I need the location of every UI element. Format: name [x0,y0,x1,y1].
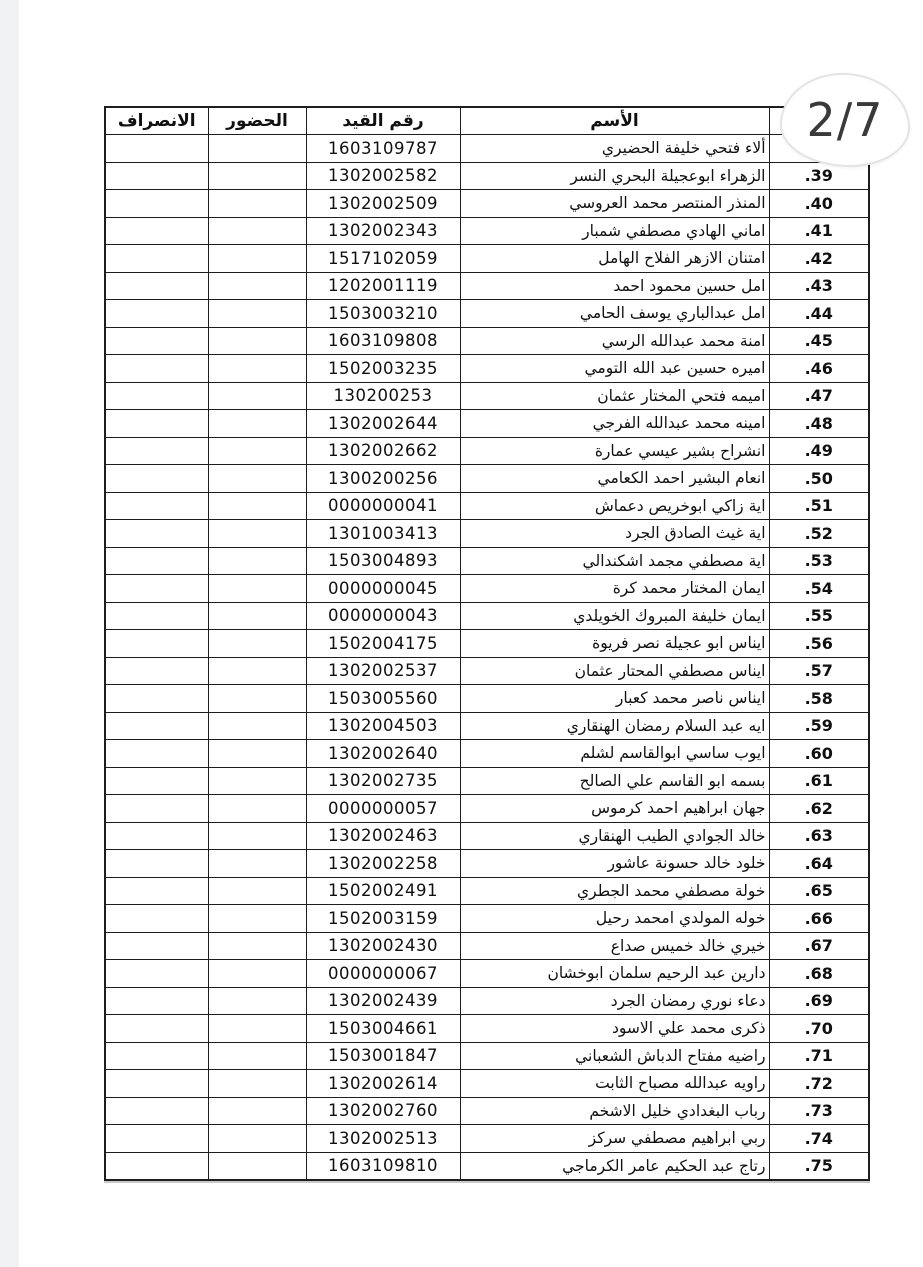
reg-no-cell: 0000000043 [306,602,460,630]
departure-cell [105,437,208,465]
departure-cell [105,272,208,300]
attendance-cell [208,932,306,960]
attendance-cell [208,1152,306,1180]
name-cell: اية غيث الصادق الجرد [460,520,769,548]
reg-no-cell: 1302002343 [306,217,460,245]
attendance-cell [208,960,306,988]
attendance-cell [208,520,306,548]
row-number-cell: 39. [769,162,869,190]
attendance-cell [208,355,306,383]
attendance-cell [208,190,306,218]
name-cell: دارين عبد الرحيم سلمان ابوخشان [460,960,769,988]
attendance-cell [208,465,306,493]
table-row [105,382,869,410]
row-number-cell: 74. [769,1125,869,1153]
attendance-cell [208,795,306,823]
name-cell: ربي ابراهيم مصطفي سركز [460,1125,769,1153]
name-cell: امينه محمد عبدالله الفرجي [460,410,769,438]
row-number-cell: 44. [769,300,869,328]
table-row [105,767,869,795]
reg-no-cell: 1302002662 [306,437,460,465]
row-number-cell: 73. [769,1097,869,1125]
column-header-name: الأسم [460,107,769,135]
attendance-cell [208,327,306,355]
departure-cell [105,1125,208,1153]
table-row [105,795,869,823]
name-cell: راضيه مفتاح الدباش الشعباني [460,1042,769,1070]
row-number-cell: 50. [769,465,869,493]
departure-cell [105,575,208,603]
table-row [105,850,869,878]
table-row [105,602,869,630]
name-cell: خيري خالد خميس صداع [460,932,769,960]
row-number-cell: 66. [769,905,869,933]
reg-no-cell: 1503004893 [306,547,460,575]
attendance-table-container [104,106,868,1181]
name-cell: خالد الجوادي الطيب الهنقاري [460,822,769,850]
reg-no-cell: 1603109808 [306,327,460,355]
attendance-cell [208,905,306,933]
reg-no-cell: 1302002735 [306,767,460,795]
reg-no-cell: 130200253 [306,382,460,410]
reg-no-cell: 1503005560 [306,685,460,713]
attendance-cell [208,272,306,300]
departure-cell [105,465,208,493]
departure-cell [105,410,208,438]
table-row [105,217,869,245]
reg-no-cell: 1202001119 [306,272,460,300]
attendance-cell [208,630,306,658]
table-row [105,272,869,300]
table-row [105,1070,869,1098]
reg-no-cell: 1300200256 [306,465,460,493]
row-number-cell: 55. [769,602,869,630]
scan-edge-strip [0,0,19,1267]
reg-no-cell: 1302002614 [306,1070,460,1098]
table-row [105,877,869,905]
name-cell: امنة محمد عبدالله الرسي [460,327,769,355]
table-row [105,960,869,988]
departure-cell [105,1152,208,1180]
table-header-row [105,107,869,135]
attendance-cell [208,162,306,190]
attendance-cell [208,685,306,713]
name-cell: رتاج عبد الحكيم عامر الكرماجي [460,1152,769,1180]
name-cell: ايناس ابو عجيلة نصر فريوة [460,630,769,658]
attendance-cell [208,492,306,520]
row-number-cell: 65. [769,877,869,905]
row-number-cell: 47. [769,382,869,410]
departure-cell [105,1042,208,1070]
row-number-cell: 60. [769,740,869,768]
reg-no-cell: 1503003210 [306,300,460,328]
row-number-cell: 54. [769,575,869,603]
table-row [105,685,869,713]
table-row [105,905,869,933]
attendance-cell [208,410,306,438]
reg-no-cell: 1302002513 [306,1125,460,1153]
row-number-cell: 72. [769,1070,869,1098]
departure-cell [105,245,208,273]
row-number-cell: 51. [769,492,869,520]
table-row [105,657,869,685]
departure-cell [105,382,208,410]
row-number-cell: 62. [769,795,869,823]
name-cell: انعام البشير احمد الكعامي [460,465,769,493]
name-cell: دعاء نوري رمضان الجرد [460,987,769,1015]
name-cell: ايمان المختار محمد كرة [460,575,769,603]
departure-cell [105,630,208,658]
name-cell: ايوب ساسي ابوالقاسم لشلم [460,740,769,768]
row-number-cell: 41. [769,217,869,245]
table-row [105,355,869,383]
reg-no-cell: 1603109810 [306,1152,460,1180]
table-row [105,190,869,218]
name-cell: جهان ابراهيم احمد كرموس [460,795,769,823]
name-cell: ايمان خليفة المبروك الخويلدي [460,602,769,630]
name-cell: المنذر المنتصر محمد العروسي [460,190,769,218]
attendance-cell [208,987,306,1015]
table-row [105,575,869,603]
page-number-label: 2/7 [806,93,884,147]
row-number-cell: 40. [769,190,869,218]
attendance-cell [208,767,306,795]
departure-cell [105,822,208,850]
attendance-cell [208,382,306,410]
departure-cell [105,190,208,218]
reg-no-cell: 1603109787 [306,135,460,163]
table-row [105,932,869,960]
departure-cell [105,960,208,988]
attendance-cell [208,822,306,850]
table-row [105,630,869,658]
attendance-cell [208,547,306,575]
departure-cell [105,162,208,190]
row-number-cell: 71. [769,1042,869,1070]
table-row [105,712,869,740]
reg-no-cell: 1302002430 [306,932,460,960]
table-row [105,1015,869,1043]
name-cell: امتنان الازهر الفلاح الهامل [460,245,769,273]
reg-no-cell: 1517102059 [306,245,460,273]
departure-cell [105,657,208,685]
table-row [105,135,869,163]
name-cell: بسمه ابو القاسم علي الصالح [460,767,769,795]
name-cell: امل عبدالباري يوسف الحامي [460,300,769,328]
row-number-cell: 48. [769,410,869,438]
table-row [105,740,869,768]
table-row [105,1152,869,1180]
departure-cell [105,740,208,768]
row-number-cell: 46. [769,355,869,383]
column-header-departure: الانصراف [105,107,208,135]
table-row [105,547,869,575]
name-cell: ايناس ناصر محمد كعبار [460,685,769,713]
reg-no-cell: 0000000045 [306,575,460,603]
row-number-cell: 70. [769,1015,869,1043]
row-number-cell: 53. [769,547,869,575]
reg-no-cell: 1302002439 [306,987,460,1015]
row-number-cell: 49. [769,437,869,465]
reg-no-cell: 1302002463 [306,822,460,850]
row-number-cell: 63. [769,822,869,850]
row-number-cell: 59. [769,712,869,740]
row-number-cell: 64. [769,850,869,878]
reg-no-cell: 1503004661 [306,1015,460,1043]
departure-cell [105,987,208,1015]
departure-cell [105,1097,208,1125]
reg-no-cell: 1502003235 [306,355,460,383]
name-cell: اية زاكي ابوخريص دعماش [460,492,769,520]
reg-no-cell: 1302002640 [306,740,460,768]
departure-cell [105,685,208,713]
departure-cell [105,492,208,520]
table-row [105,327,869,355]
departure-cell [105,547,208,575]
name-cell: اميمه فتحي المختار عثمان [460,382,769,410]
departure-cell [105,795,208,823]
row-number-cell: 68. [769,960,869,988]
table-row [105,1097,869,1125]
page-number-badge [780,73,910,167]
departure-cell [105,877,208,905]
name-cell: راويه عبدالله مصباح الثابت [460,1070,769,1098]
table-row [105,465,869,493]
table-row [105,492,869,520]
name-cell: ذكرى محمد علي الاسود [460,1015,769,1043]
attendance-cell [208,657,306,685]
attendance-cell [208,575,306,603]
reg-no-cell: 1302002582 [306,162,460,190]
name-cell: اماني الهادي مصطفي شمبار [460,217,769,245]
attendance-cell [208,877,306,905]
row-number-cell: 57. [769,657,869,685]
name-cell: خوله المولدي امحمد رحيل [460,905,769,933]
row-number-cell: 43. [769,272,869,300]
departure-cell [105,850,208,878]
departure-cell [105,520,208,548]
attendance-cell [208,740,306,768]
name-cell: خولة مصطفي محمد الجطري [460,877,769,905]
reg-no-cell: 1302002644 [306,410,460,438]
reg-no-cell: 1502004175 [306,630,460,658]
departure-cell [105,355,208,383]
departure-cell [105,217,208,245]
reg-no-cell: 1503001847 [306,1042,460,1070]
reg-no-cell: 1302002760 [306,1097,460,1125]
reg-no-cell: 1302002537 [306,657,460,685]
attendance-cell [208,217,306,245]
column-header-attendance: الحضور [208,107,306,135]
reg-no-cell: 1302002258 [306,850,460,878]
row-number-cell: 69. [769,987,869,1015]
row-number-cell: 75. [769,1152,869,1180]
reg-no-cell: 1502002491 [306,877,460,905]
table-row [105,245,869,273]
departure-cell [105,932,208,960]
table-row [105,987,869,1015]
departure-cell [105,1070,208,1098]
name-cell: انشراح بشير عيسي عمارة [460,437,769,465]
attendance-cell [208,1125,306,1153]
departure-cell [105,135,208,163]
name-cell: ايناس مصطفي المحتار عثمان [460,657,769,685]
row-number-cell: 45. [769,327,869,355]
name-cell: رباب البغدادي خليل الاشخم [460,1097,769,1125]
name-cell: امل حسين محمود احمد [460,272,769,300]
attendance-table [104,106,870,1181]
attendance-cell [208,850,306,878]
table-row [105,410,869,438]
reg-no-cell: 0000000041 [306,492,460,520]
departure-cell [105,602,208,630]
row-number-cell: 42. [769,245,869,273]
row-number-cell: 58. [769,685,869,713]
name-cell: اية مصطفي مجمد اشكندالي [460,547,769,575]
table-row [105,437,869,465]
reg-no-cell: 1502003159 [306,905,460,933]
attendance-cell [208,1097,306,1125]
departure-cell [105,327,208,355]
table-row [105,1125,869,1153]
table-row [105,300,869,328]
table-row [105,520,869,548]
attendance-cell [208,602,306,630]
row-number-cell: 56. [769,630,869,658]
departure-cell [105,767,208,795]
attendance-cell [208,245,306,273]
reg-no-cell: 0000000057 [306,795,460,823]
departure-cell [105,300,208,328]
departure-cell [105,905,208,933]
attendance-cell [208,1042,306,1070]
reg-no-cell: 0000000067 [306,960,460,988]
table-row [105,162,869,190]
reg-no-cell: 1301003413 [306,520,460,548]
table-row [105,1042,869,1070]
attendance-cell [208,1015,306,1043]
name-cell: الزهراء ابوعجيلة البحري النسر [460,162,769,190]
attendance-cell [208,1070,306,1098]
reg-no-cell: 1302004503 [306,712,460,740]
departure-cell [105,712,208,740]
name-cell: ايه عبد السلام رمضان الهنقاري [460,712,769,740]
reg-no-cell: 1302002509 [306,190,460,218]
row-number-cell: 61. [769,767,869,795]
row-number-cell: 52. [769,520,869,548]
name-cell: اميره حسين عبد الله التومي [460,355,769,383]
attendance-cell [208,135,306,163]
table-row [105,822,869,850]
row-number-cell: 67. [769,932,869,960]
name-cell: خلود خالد حسونة عاشور [460,850,769,878]
attendance-cell [208,437,306,465]
column-header-reg-no: رقم القيد [306,107,460,135]
attendance-cell [208,712,306,740]
attendance-cell [208,300,306,328]
name-cell: ألاء فتحي خليفة الحضيري [460,135,769,163]
departure-cell [105,1015,208,1043]
